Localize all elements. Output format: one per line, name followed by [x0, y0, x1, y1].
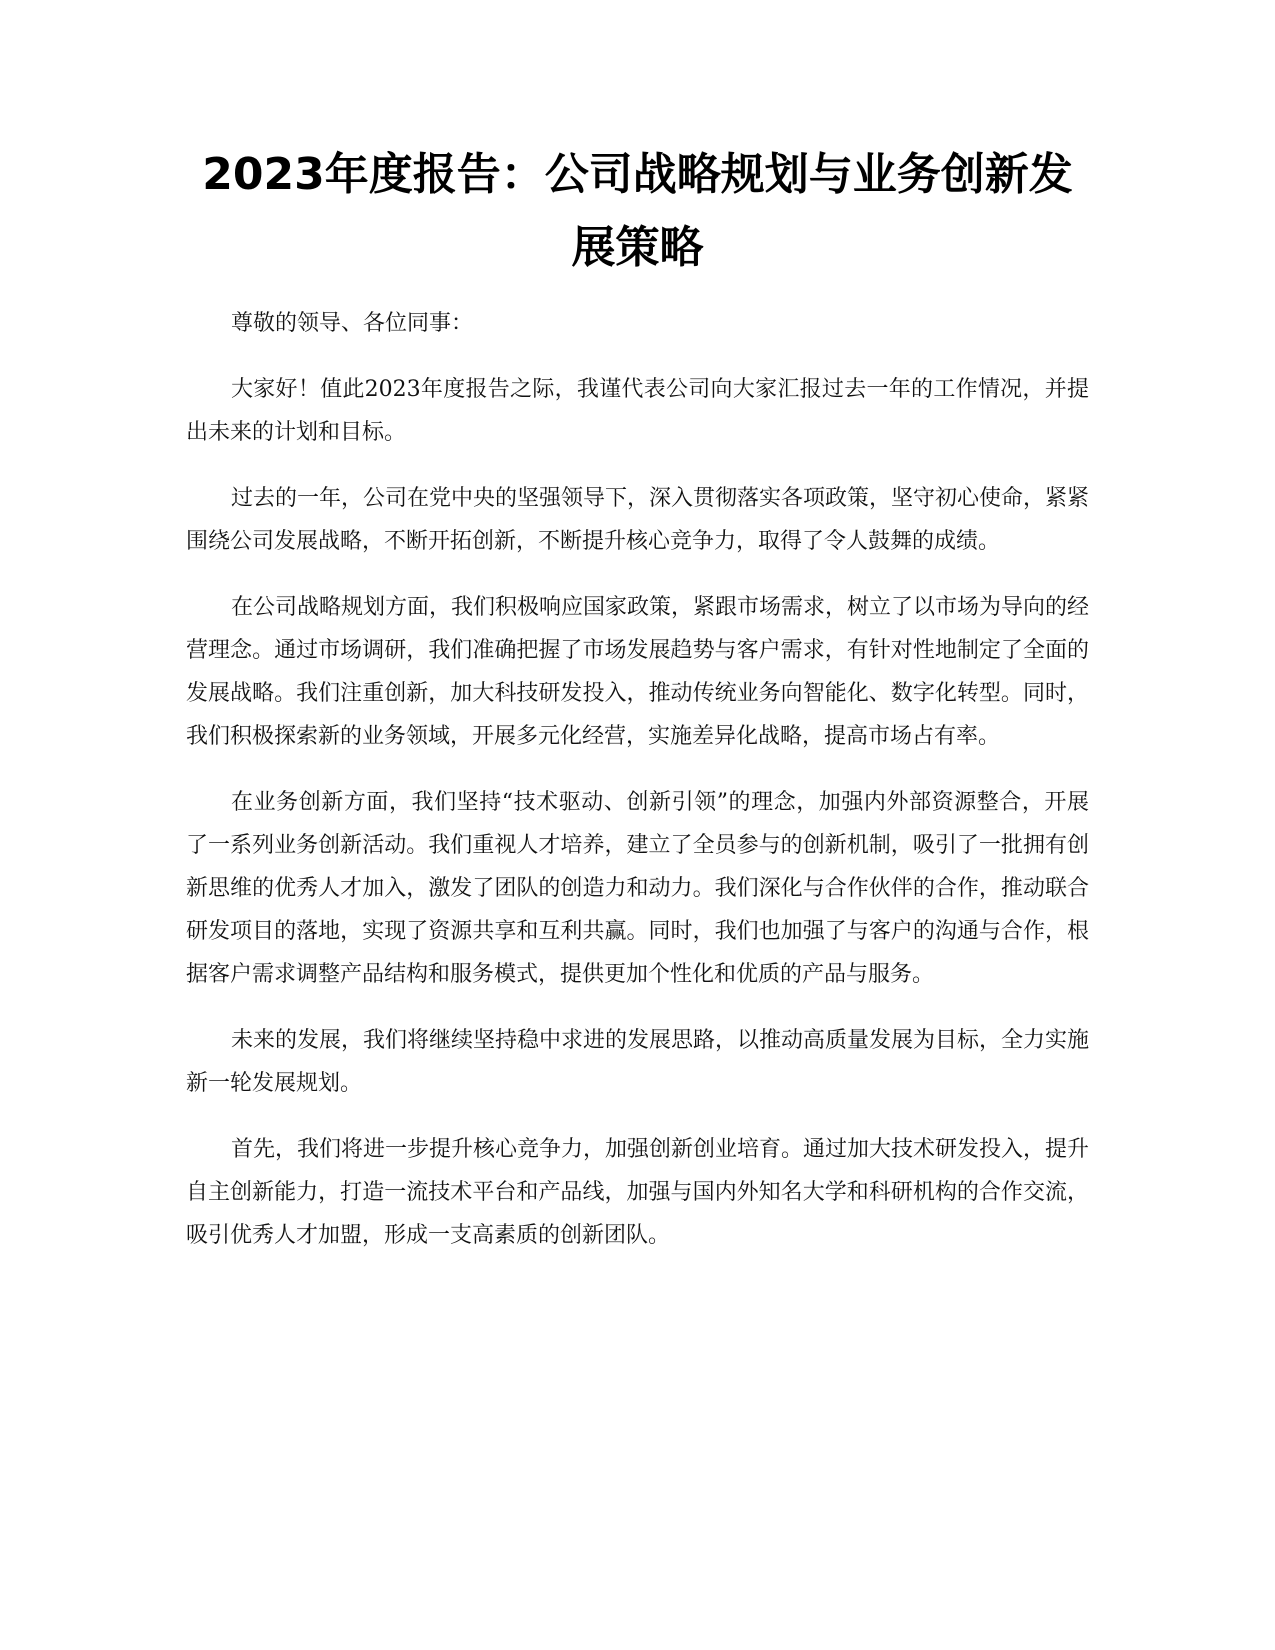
paragraph-future: 未来的发展，我们将继续坚持稳中求进的发展思路，以推动高质量发展为目标，全力实施新一轮发展规划。	[186, 1028, 1090, 1096]
paragraph-first-plan: 首先，我们将进一步提升核心竞争力，加强创新创业培育。通过加大技术研发投入，提升自主创新能力，打造一流技术平台和产品线，加强与国内外知名大学和科研机构的合作交流，吸引优秀人才加盟，形成一支高素质的创新团队。	[186, 1137, 1090, 1248]
paragraph-innovation: 在业务创新方面，我们坚持“技术驱动、创新引领”的理念，加强内外部资源整合，开展了一系列业务创新活动。我们重视人才培养，建立了全员参与的创新机制，吸引了一批拥有创新思维的优秀人才加入，激发了团队的创造力和动力。我们深化与合作伙伴的合作，推动联合研发项目的落地，实现了资源共享和互利共赢。同时，我们也加强了与客户的沟通与合作，根据客户需求调整产品结构和服务模式，提供更加个性化和优质的产品与服务。	[186, 790, 1089, 987]
document-body	[186, 138, 1089, 1280]
paragraph-greeting: 大家好！值此2023年度报告之际，我谨代表公司向大家汇报过去一年的工作情况，并提出未来的计划和目标。	[186, 377, 1089, 445]
paragraph-past-year: 过去的一年，公司在党中央的坚强领导下，深入贯彻落实各项政策，坚守初心使命，紧紧围绕公司发展战略，不断开拓创新，不断提升核心竞争力，取得了令人鼓舞的成绩。	[186, 486, 1090, 554]
paragraph-salutation: 尊敬的领导、各位同事：	[231, 311, 474, 336]
paragraph-strategy: 在公司战略规划方面，我们积极响应国家政策，紧跟市场需求，树立了以市场为导向的经营理念。通过市场调研，我们准确把握了市场发展趋势与客户需求，有针对性地制定了全面的发展战略。我们注重创新，加大科技研发投入，推动传统业务向智能化、数字化转型。同时，我们积极探索新的业务领域，开展多元化经营，实施差异化战略，提高市场占有率。	[186, 595, 1090, 749]
document-title: 2023年度报告：公司战略规划与业务创新发展策略	[202, 149, 1073, 273]
